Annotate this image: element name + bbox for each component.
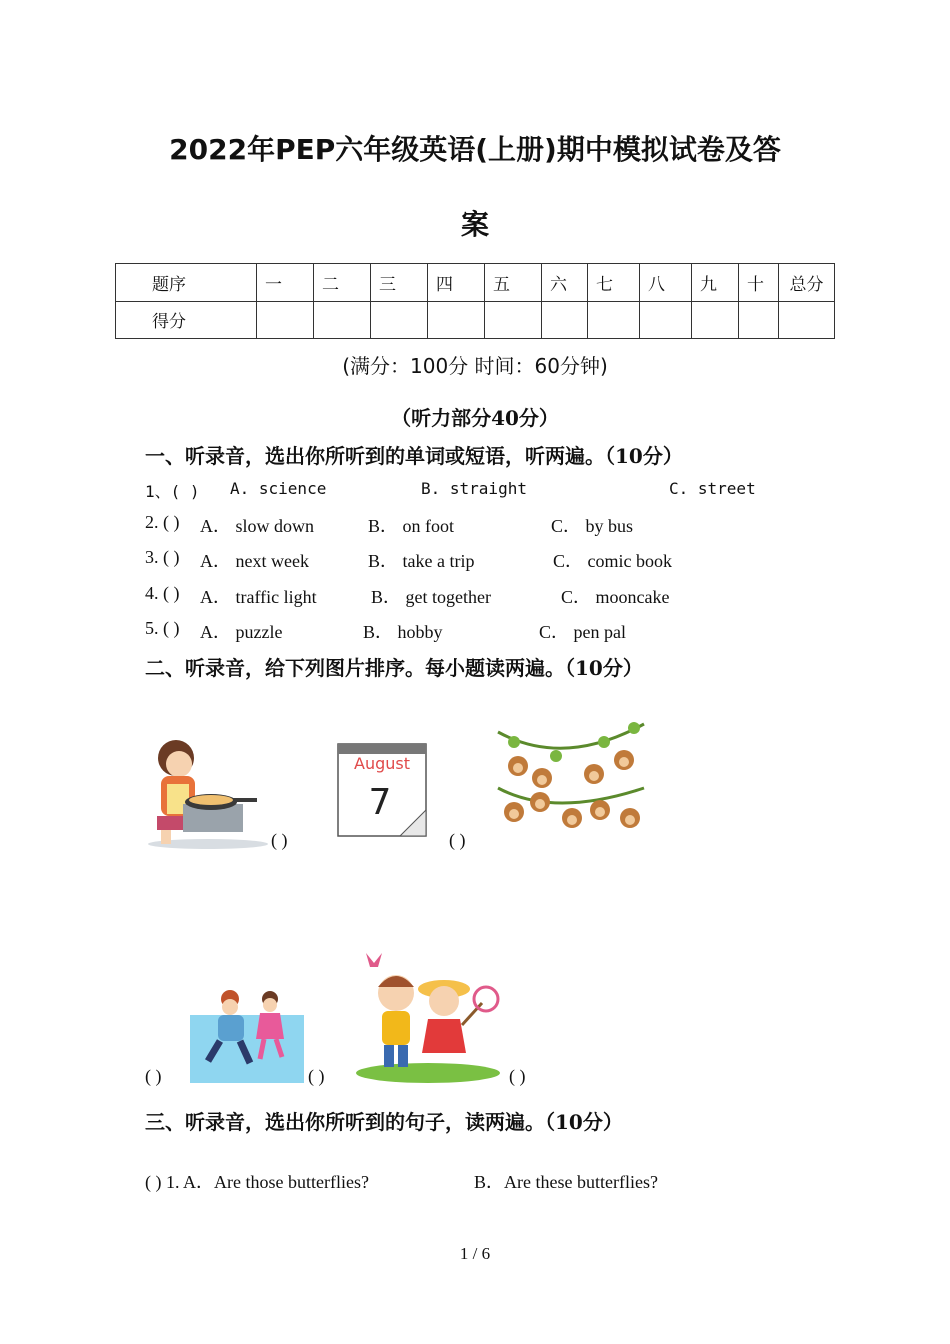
q3-option-b: B． take a trip	[368, 551, 475, 571]
monkeys-image	[494, 718, 654, 846]
q5-option-b: B． hobby	[363, 622, 443, 642]
score-input-cell[interactable]	[739, 301, 779, 339]
score-header-cell: 二	[314, 264, 371, 302]
q1-option-c: C. street	[669, 479, 756, 498]
page-title-line1: 2022年PEP六年级英语(上册)期中模拟试卷及答	[169, 133, 781, 166]
score-header-cell: 六	[542, 264, 588, 302]
section2-title: 二、听录音，给下列图片排序。每小题读两遍。（10分）	[145, 656, 643, 680]
butterfly-catching-image	[352, 945, 504, 1083]
section1-title: 一、听录音，选出你所听到的单词或短语，听两遍。（10分）	[145, 444, 683, 468]
score-input-cell[interactable]	[779, 301, 835, 339]
q2-option-b: B． on foot	[368, 516, 455, 536]
q3-option-a: A． next week	[200, 551, 309, 571]
ice-skating-image	[190, 985, 304, 1083]
q1-option-b: B. straight	[421, 479, 527, 498]
section3-title: 三、听录音，选出你所听到的句子，读两遍。（10分）	[145, 1110, 623, 1134]
q3-option-c: C． comic book	[553, 551, 672, 571]
score-header-cell: 七	[588, 264, 640, 302]
score-row-label: 得分	[116, 301, 257, 339]
score-table-header-row	[116, 264, 835, 302]
score-header-cell: 八	[640, 264, 692, 302]
q2-number: 2. ( )	[145, 512, 180, 532]
score-header-cell: 四	[428, 264, 485, 302]
q5-option-a: A． puzzle	[200, 622, 283, 642]
picture1-answer-blank[interactable]: ( )	[271, 830, 288, 850]
calendar-month: August	[354, 754, 410, 773]
picture5-answer-blank[interactable]: ( )	[308, 1066, 325, 1086]
calendar-day: 7	[368, 782, 392, 823]
score-input-cell[interactable]	[640, 301, 692, 339]
score-header-cell: 九	[692, 264, 739, 302]
score-input-cell[interactable]	[692, 301, 739, 339]
score-input-cell[interactable]	[588, 301, 640, 339]
score-input-cell[interactable]	[257, 301, 314, 339]
q1-option-a: A. science	[230, 479, 327, 498]
score-and-time: (满分：100分 时间：60分钟)	[342, 354, 608, 378]
q3-number: 3. ( )	[145, 547, 180, 567]
score-input-cell[interactable]	[314, 301, 371, 339]
q4-option-a: A． traffic light	[200, 587, 317, 607]
score-table	[115, 263, 835, 339]
score-header-cell: 总分	[779, 264, 835, 302]
score-input-cell[interactable]	[428, 301, 485, 339]
score-header-cell: 题序	[116, 264, 257, 302]
score-input-cell[interactable]	[485, 301, 542, 339]
page-title-line2: 案	[460, 208, 489, 241]
q1-number: 1、( )	[145, 482, 200, 501]
listening-header: （听力部分40分）	[391, 406, 559, 430]
cooking-woman-image	[143, 732, 273, 850]
q4-option-b: B． get together	[371, 587, 491, 607]
q2-option-a: A． slow down	[200, 516, 315, 536]
s3-q1-option-b: B．Are these butterflies?	[474, 1172, 658, 1192]
q5-option-c: C． pen pal	[539, 622, 626, 642]
q5-number: 5. ( )	[145, 618, 180, 638]
calendar-image	[320, 736, 444, 848]
picture4-answer-blank[interactable]: ( )	[145, 1066, 162, 1086]
s3-q1-option-a: ( ) 1. A．Are those butterflies?	[145, 1172, 369, 1192]
q4-option-c: C． mooncake	[561, 587, 670, 607]
score-header-cell: 三	[371, 264, 428, 302]
score-header-cell: 五	[485, 264, 542, 302]
score-input-cell[interactable]	[371, 301, 428, 339]
q4-number: 4. ( )	[145, 583, 180, 603]
score-header-cell: 十	[739, 264, 779, 302]
picture2-answer-blank[interactable]: ( )	[449, 830, 466, 850]
score-input-cell[interactable]	[542, 301, 588, 339]
q2-option-c: C． by bus	[551, 516, 634, 536]
picture6-answer-blank[interactable]: ( )	[509, 1066, 526, 1086]
page-number: 1 / 6	[459, 1244, 491, 1263]
score-table-score-row	[116, 301, 835, 339]
score-header-cell: 一	[257, 264, 314, 302]
